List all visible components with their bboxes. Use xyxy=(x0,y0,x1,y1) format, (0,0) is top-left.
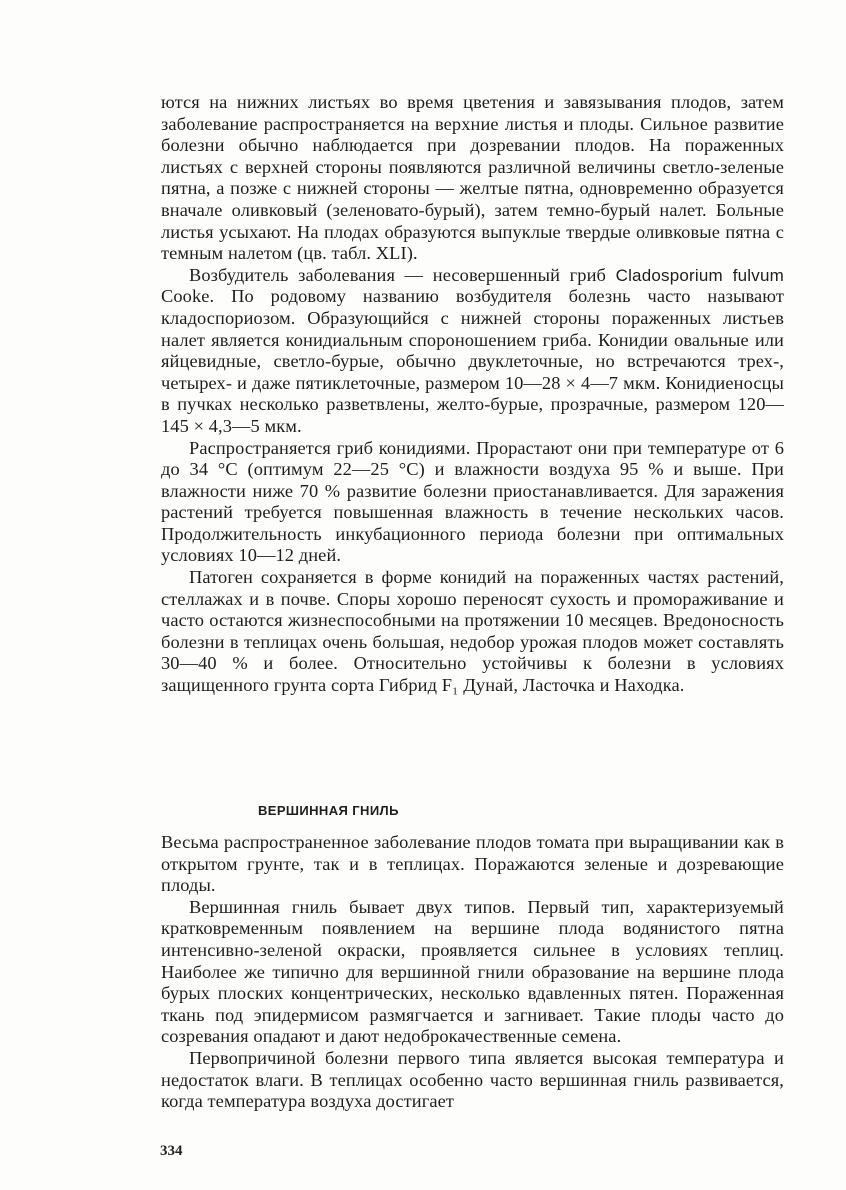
paragraph-persistence: Патоген сохраняется в форме конидий на пораженных частях растений, стеллажах и в почве. Споры хорошо переносят сухость и промораживание и часто остаются жизнеспособными на протяжении 10 месяцев. Вредоносность болезни в теплицах очень большая, недобор урожая плодов может составлять 30—40 % и более. Относительно устойчивы к болезни в условиях защищенного грунта сорта Гибрид F₁ Дунай, Ласточка и Находка. xyxy=(161,567,784,696)
pathogen-intro: Возбудитель заболевания — несовершенный гриб xyxy=(189,264,616,285)
paragraph-pathogen xyxy=(161,265,784,438)
section-heading: ВЕРШИННАЯ ГНИЛЬ xyxy=(258,803,399,818)
paragraph-spread: Распространяется гриб конидиями. Прорастают они при температуре от 6 до 34 °С (оптимум 22—25 °С) и влажности воздуха 95 % и выше. При влажности ниже 70 % развитие болезни приостанавливается. Для заражения растений требуется повышенная влажность в течение нескольких часов. Продолжительность инкубационного периода болезни при оптимальных условиях 10—12 дней. xyxy=(161,437,784,566)
paragraph-overview: Весьма распространенное заболевание плодов томата при выращивании как в открытом грунте, так и в теплицах. Поражаются зеленые и дозревающие плоды. xyxy=(161,832,784,896)
pathogen-description: Cooke. По родовому названию возбудителя болезнь часто называют кладоспориозом. Образующийся с нижней стороны пораженных листьев налет является конидиальным спороношением гриба. Конидии овальные или яйцевидные, светло-бурые, обычно двуклеточные, но встречаются трех-, четырех- и даже пятиклеточные, размером 10—28 × 4—7 мкм. Конидиеносцы в пучках несколько разветвлены, желто-бурые, прозрачные, размером 120—145 × 4,3—5 мкм. xyxy=(161,286,784,436)
paragraph-cause: Первопричиной болезни первого типа является высокая температура и недостаток влаги. В теплицах особенно часто вершинная гниль развивается, когда температура воздуха достигает xyxy=(161,1047,784,1112)
page-number: 334 xyxy=(160,1143,183,1159)
paragraph-types: Вершинная гниль бывает двух типов. Первый тип, характеризуемый кратковременным появлением на вершине плода водянистого пятна интенсивно-зеленой окраски, проявляется сильнее в условиях теплиц. Наиболее же типично для вершинной гнили образование на вершине плода бурых плоских концентрических, несколько вдавленных пятен. Пораженная ткань под эпидермисом размягчается и загнивает. Такие плоды часто до созревания опадают и дают недоброкачественные семена. xyxy=(161,896,784,1047)
body-text-top xyxy=(161,92,784,697)
paragraph-continued: ются на нижних листьях во время цветения и завязывания плодов, затем заболевание распространяется на верхние листья и плоды. Сильное развитие болезни обычно наблюдается при дозревании плодов. На пораженных листьях с верхней стороны появляются различной величины светло-зеленые пятна, а позже с нижней стороны — желтые пятна, одновременно образуется вначале оливковый (зеленовато-бурый), затем темно-бурый налет. Больные листья усыхают. На плодах образуются выпуклые твердые оливковые пятна с темным налетом (цв. табл. XLI). xyxy=(161,92,784,264)
body-text-bottom xyxy=(161,832,784,1113)
species-name: Cladosporium fulvum xyxy=(615,265,784,285)
